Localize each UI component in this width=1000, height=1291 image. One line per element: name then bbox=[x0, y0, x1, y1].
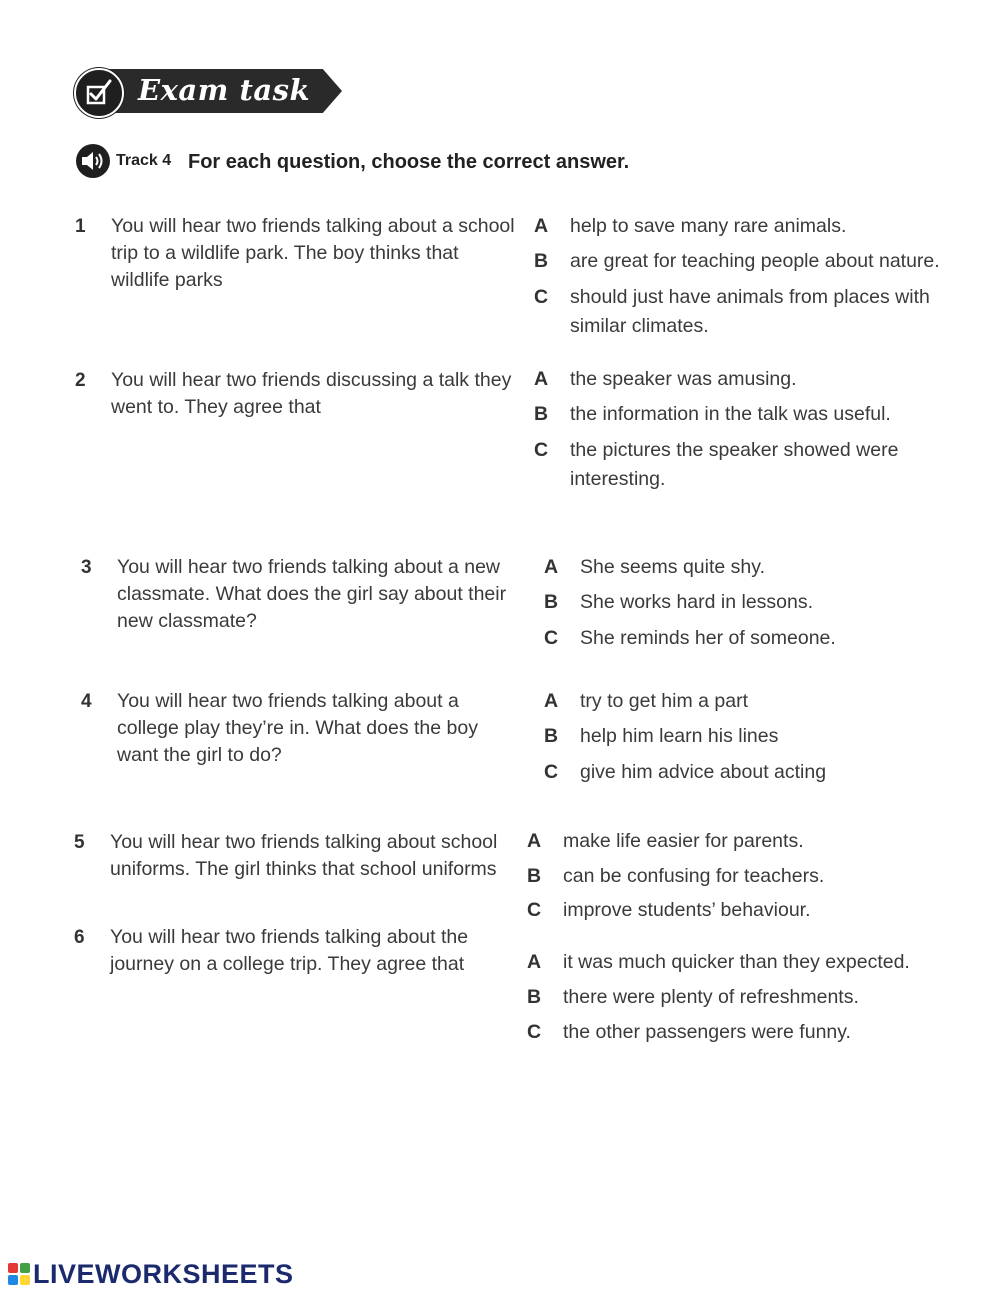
option-text: try to get him a part bbox=[580, 690, 748, 712]
option-letter: A bbox=[527, 830, 542, 852]
question-number: 3 bbox=[81, 557, 92, 578]
option-letter: C bbox=[534, 439, 549, 461]
logo-square bbox=[20, 1275, 30, 1285]
option-letter: B bbox=[544, 591, 559, 613]
option-text: She reminds her of someone. bbox=[580, 627, 836, 649]
option-text: She works hard in lessons. bbox=[580, 591, 814, 613]
logo-square bbox=[20, 1263, 30, 1273]
option-text: the information in the talk was useful. bbox=[570, 403, 891, 425]
option-letter: A bbox=[534, 215, 549, 237]
brand-name: LIVEWORKSHEETS bbox=[33, 1258, 294, 1289]
question-text: You will hear two friends talking about a new classmate. What does the girl say about their new classmate? bbox=[117, 556, 507, 632]
liveworksheets-logo-icon bbox=[8, 1263, 30, 1285]
question-text: You will hear two friends talking about a school trip to a wildlife park. The boy thinks that wildlife parks bbox=[111, 215, 515, 291]
option-text: give him advice about acting bbox=[580, 761, 827, 783]
option-letter: B bbox=[527, 865, 542, 887]
question-text: You will hear two friends talking about the journey on a college trip. They agree that bbox=[110, 926, 469, 975]
footer-logo[interactable] bbox=[8, 1260, 294, 1288]
question-number: 4 bbox=[81, 691, 92, 712]
option-letter: B bbox=[527, 986, 542, 1008]
option-text: the pictures the speaker showed were interesting. bbox=[570, 439, 899, 490]
option-text: help to save many rare animals. bbox=[570, 215, 847, 237]
question-number: 5 bbox=[74, 832, 85, 853]
speaker-icon[interactable] bbox=[76, 144, 110, 178]
option-text: can be confusing for teachers. bbox=[563, 865, 825, 887]
option-letter: A bbox=[527, 951, 542, 973]
instruction-text: For each question, choose the correct answer. bbox=[188, 151, 630, 173]
track-label: Track 4 bbox=[116, 152, 172, 169]
option-text: improve students’ behaviour. bbox=[563, 899, 811, 921]
option-letter: A bbox=[544, 690, 559, 712]
question-text: You will hear two friends talking about school uniforms. The girl thinks that school uniforms bbox=[110, 831, 498, 880]
option-letter: B bbox=[534, 403, 549, 425]
option-letter: A bbox=[544, 556, 559, 578]
option-text: the other passengers were funny. bbox=[563, 1021, 851, 1043]
option-letter: A bbox=[534, 368, 549, 390]
question-text: You will hear two friends talking about a college play they’re in. What does the boy want the girl to do? bbox=[117, 690, 478, 766]
page-title: Exam task bbox=[138, 73, 311, 107]
option-text: the speaker was amusing. bbox=[570, 368, 797, 390]
option-text: there were plenty of refreshments. bbox=[563, 986, 859, 1008]
option-letter: C bbox=[534, 286, 549, 308]
option-letter: C bbox=[527, 1021, 542, 1043]
option-text: it was much quicker than they expected. bbox=[563, 951, 910, 973]
option-letter: C bbox=[544, 627, 559, 649]
logo-square bbox=[8, 1263, 18, 1273]
question-number: 1 bbox=[75, 216, 86, 237]
checkbox-icon bbox=[74, 68, 124, 118]
option-letter: B bbox=[534, 250, 549, 272]
exam-task-banner bbox=[74, 68, 344, 116]
option-letter: B bbox=[544, 725, 559, 747]
option-text: She seems quite shy. bbox=[580, 556, 765, 578]
option-text: help him learn his lines bbox=[580, 725, 779, 747]
question-number: 2 bbox=[75, 370, 86, 391]
option-text: should just have animals from places with similar climates. bbox=[570, 286, 930, 337]
option-text: make life easier for parents. bbox=[563, 830, 804, 852]
question-text: You will hear two friends discussing a talk they went to. They agree that bbox=[111, 369, 512, 418]
question-number: 6 bbox=[74, 927, 85, 948]
option-letter: C bbox=[527, 899, 542, 921]
logo-square bbox=[8, 1275, 18, 1285]
option-text: are great for teaching people about nature. bbox=[570, 250, 940, 272]
option-letter: C bbox=[544, 761, 559, 783]
